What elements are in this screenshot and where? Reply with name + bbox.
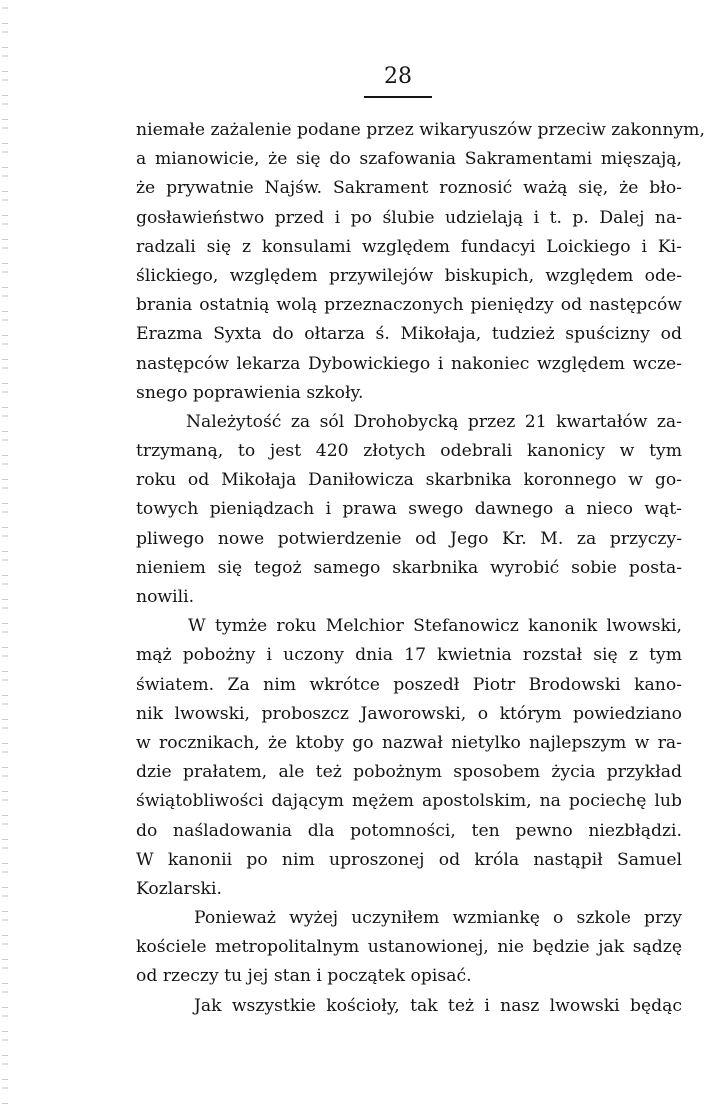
- text-line: Ponieważ wyżej uczyniłem wzmiankę o szkole przy: [194, 908, 682, 929]
- text-line: od rzeczy tu jej stan i początek opisać.: [136, 966, 472, 987]
- text-line: że prywatnie Najśw. Sakrament roznosić ważą się, że bło-: [136, 178, 682, 199]
- text-line: a mianowicie, że się do szafowania Sakramentami mięszają,: [136, 149, 682, 170]
- text-line: następców lekarza Dybowickiego i nakoniec względem wcze-: [136, 353, 682, 374]
- text-line: Erazma Syxta do ołtarza ś. Mikołaja, tudzież spuścizny od: [136, 324, 682, 345]
- text-line: w rocznikach, że ktoby go nazwał nietylko najlepszym w ra-: [136, 732, 682, 753]
- text-line: do naśladowania dla potomności, ten pewno niezbłądzi.: [136, 820, 682, 841]
- body-text: [136, 116, 705, 1021]
- text-line: Jak wszystkie kościoły, tak też i nasz lwowski będąc: [194, 995, 682, 1016]
- binding-gutter: [2, 0, 8, 1111]
- paragraph-5: [136, 992, 682, 1021]
- text-line: kościele metropolitalnym ustanowionej, nie będzie jak sądzę: [136, 937, 682, 958]
- text-line: nowili.: [136, 587, 195, 607]
- text-line: niemałe zażalenie podane przez wikaryuszów przeciw zakonnym,: [136, 120, 705, 140]
- text-line: świątobliwości dającym mężem apostolskim, na pociechę lub: [136, 791, 682, 812]
- text-line: Należytość za sól Drohobycką przez 21 kwartałów za-: [186, 411, 682, 432]
- text-line: dzie prałatem, ale też pobożnym sposobem życia przykład: [136, 762, 682, 783]
- paragraph-1: [136, 116, 705, 408]
- text-line: Kozlarski.: [136, 878, 222, 899]
- text-line: gosławieństwo przed i po ślubie udzielają i t. p. Dalej na-: [136, 207, 682, 228]
- text-line: roku od Mikołaja Daniłowicza skarbnika koronnego w go-: [136, 470, 682, 491]
- text-line: nik lwowski, proboszcz Jaworowski, o którym powiedziano: [136, 703, 682, 724]
- text-line: W tymże roku Melchior Stefanowicz kanonik lwowski,: [188, 616, 682, 637]
- page-number-rule: [364, 96, 432, 98]
- text-line: towych pieniądzach i prawa swego dawnego a nieco wąt-: [136, 499, 682, 520]
- text-line: ślickiego, względem przywilejów biskupich, względem ode-: [136, 265, 682, 286]
- page-number: 28: [384, 64, 412, 89]
- paragraph-4: [136, 904, 682, 992]
- text-line: snego poprawienia szkoły.: [136, 382, 364, 403]
- text-line: brania ostatnią wolą przeznaczonych pieniędzy od następców: [136, 295, 682, 316]
- text-line: nieniem się tegoż samego skarbnika wyrobić sobie posta-: [136, 557, 682, 578]
- text-line: trzymaną, to jest 420 złotych odebrali kanonicy w tym: [136, 441, 682, 462]
- text-line: W kanonii po nim uproszonej od króla nastąpił Samuel: [136, 849, 682, 870]
- paragraph-2: [136, 408, 682, 612]
- text-line: mąż pobożny i uczony dnia 17 kwietnia rozstał się z tym: [136, 645, 682, 666]
- text-line: pliwego nowe potwierdzenie od Jego Kr. M. za przyczy-: [136, 528, 682, 549]
- text-line: światem. Za nim wkrótce poszedł Piotr Brodowski kano-: [136, 674, 682, 695]
- paragraph-3: [136, 612, 682, 904]
- text-line: radzali się z konsulami względem fundacyi Loickiego i Ki-: [136, 236, 682, 257]
